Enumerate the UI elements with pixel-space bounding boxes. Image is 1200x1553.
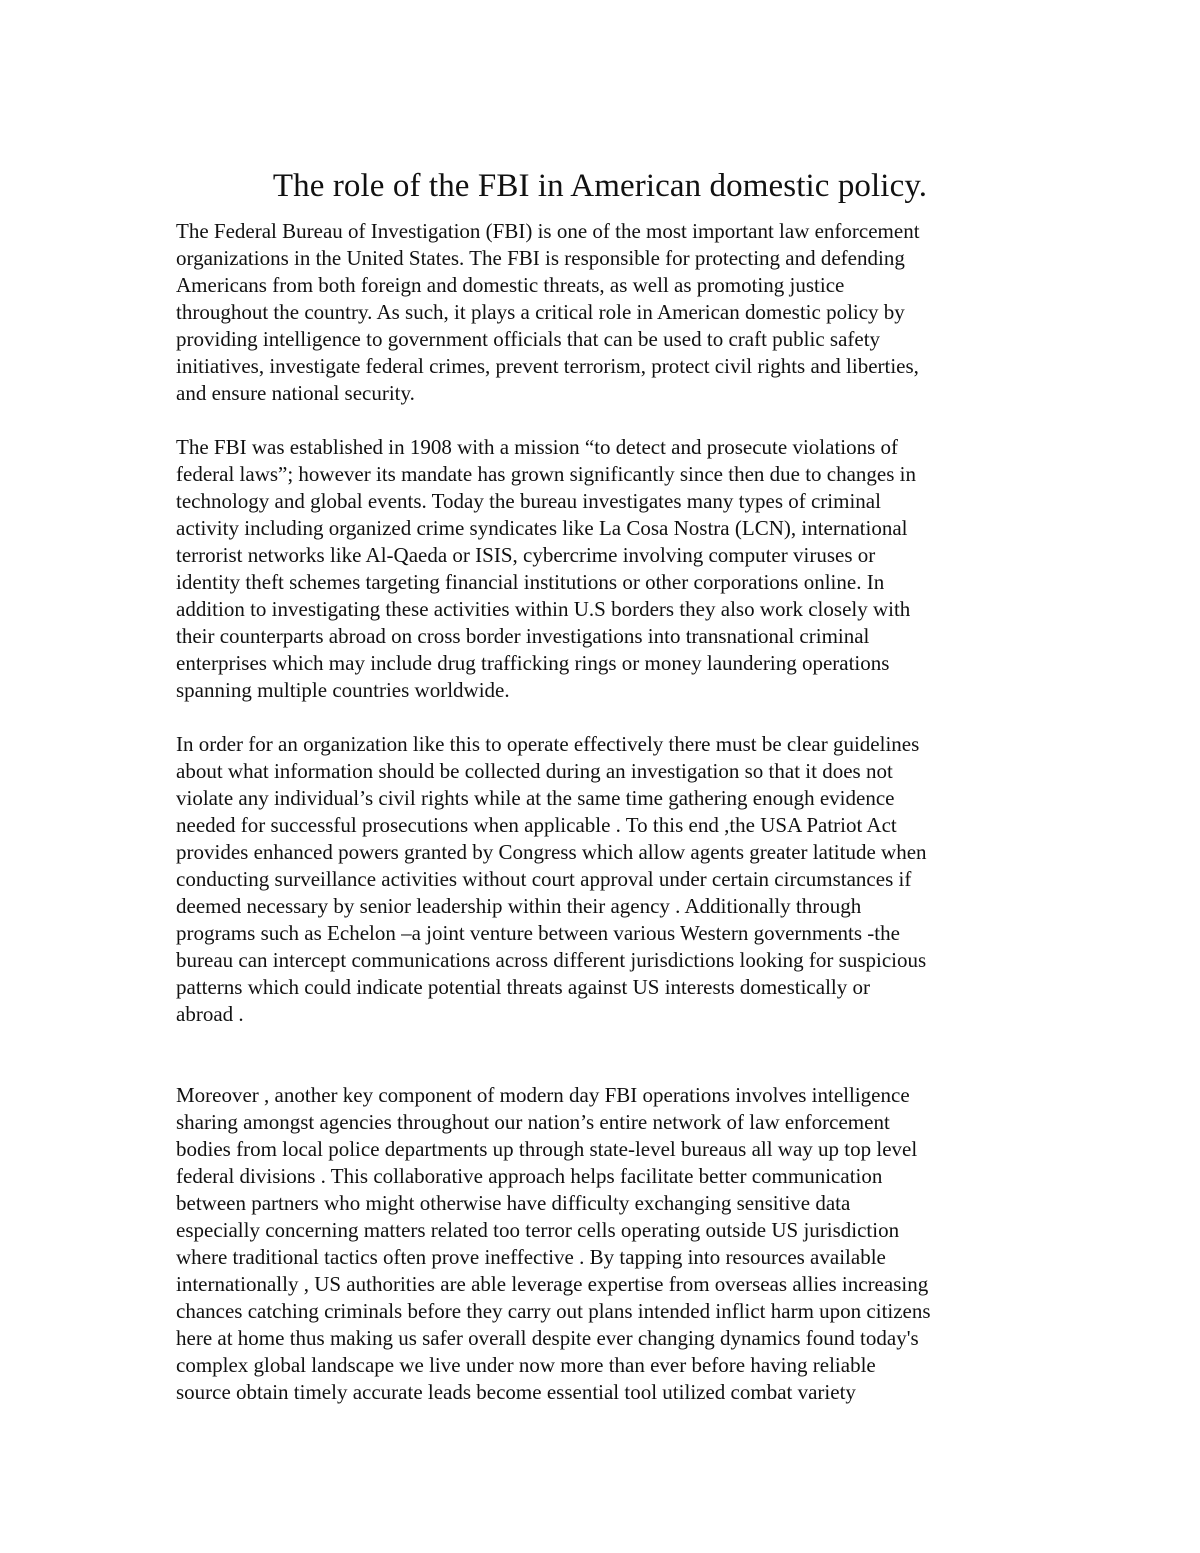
text-line: provides enhanced powers granted by Congress which allow agents greater latitude when bbox=[176, 840, 927, 864]
text-line: Americans from both foreign and domestic threats, as well as promoting justice bbox=[176, 273, 845, 297]
text-line: abroad . bbox=[176, 1002, 244, 1026]
text-line: about what information should be collected during an investigation so that it does not bbox=[176, 759, 893, 783]
document-body bbox=[176, 218, 1036, 1406]
text-line: source obtain timely accurate leads become essential tool utilized combat variety bbox=[176, 1380, 856, 1404]
paragraph-spacer bbox=[176, 1028, 1036, 1082]
text-line: complex global landscape we live under now more than ever before having reliable bbox=[176, 1353, 876, 1377]
text-line: programs such as Echelon –a joint venture between various Western governments -the bbox=[176, 921, 900, 945]
text-line: here at home thus making us safer overall despite ever changing dynamics found today's bbox=[176, 1326, 919, 1350]
text-line: sharing amongst agencies throughout our nation’s entire network of law enforcement bbox=[176, 1110, 890, 1134]
text-line: initiatives, investigate federal crimes, prevent terrorism, protect civil rights and liberties, bbox=[176, 354, 919, 378]
text-line: providing intelligence to government officials that can be used to craft public safety bbox=[176, 327, 881, 351]
text-line: bureau can intercept communications across different jurisdictions looking for suspicious bbox=[176, 948, 927, 972]
text-line: federal divisions . This collaborative approach helps facilitate better communication bbox=[176, 1164, 883, 1188]
paragraph-4 bbox=[176, 1082, 1036, 1406]
text-line: especially concerning matters related too terror cells operating outside US jurisdiction bbox=[176, 1218, 900, 1242]
text-line: Moreover , another key component of modern day FBI operations involves intelligence bbox=[176, 1083, 910, 1107]
text-line: patterns which could indicate potential threats against US interests domestically or bbox=[176, 975, 870, 999]
text-line: In order for an organization like this to operate effectively there must be clear guidelines bbox=[176, 732, 920, 756]
text-line: spanning multiple countries worldwide. bbox=[176, 678, 510, 702]
text-line: conducting surveillance activities without court approval under certain circumstances if bbox=[176, 867, 912, 891]
text-line: between partners who might otherwise have difficulty exchanging sensitive data bbox=[176, 1191, 851, 1215]
text-line: and ensure national security. bbox=[176, 381, 415, 405]
text-line: technology and global events. Today the bureau investigates many types of criminal bbox=[176, 489, 881, 513]
text-line: organizations in the United States. The FBI is responsible for protecting and defending bbox=[176, 246, 905, 270]
text-line: The Federal Bureau of Investigation (FBI) is one of the most important law enforcement bbox=[176, 219, 920, 243]
text-line: federal laws”; however its mandate has grown significantly since then due to changes in bbox=[176, 462, 917, 486]
text-line: activity including organized crime syndicates like La Cosa Nostra (LCN), international bbox=[176, 516, 908, 540]
text-line: throughout the country. As such, it plays a critical role in American domestic policy by bbox=[176, 300, 905, 324]
text-line: needed for successful prosecutions when applicable . To this end ,the USA Patriot Act bbox=[176, 813, 897, 837]
text-line: chances catching criminals before they carry out plans intended inflict harm upon citizens bbox=[176, 1299, 931, 1323]
text-line: addition to investigating these activities within U.S borders they also work closely with bbox=[176, 597, 911, 621]
text-line: violate any individual’s civil rights while at the same time gathering enough evidence bbox=[176, 786, 895, 810]
text-line: internationally , US authorities are able leverage expertise from overseas allies increasing bbox=[176, 1272, 929, 1296]
paragraph-3 bbox=[176, 731, 1036, 1028]
text-line: where traditional tactics often prove ineffective . By tapping into resources available bbox=[176, 1245, 886, 1269]
paragraph-2 bbox=[176, 434, 1036, 704]
text-line: deemed necessary by senior leadership within their agency . Additionally through bbox=[176, 894, 862, 918]
text-line: bodies from local police departments up through state-level bureaus all way up top level bbox=[176, 1137, 918, 1161]
document-title: The role of the FBI in American domestic policy. bbox=[272, 168, 928, 204]
text-line: The FBI was established in 1908 with a mission “to detect and prosecute violations of bbox=[176, 435, 899, 459]
text-line: identity theft schemes targeting financial institutions or other corporations online. In bbox=[176, 570, 885, 594]
text-line: terrorist networks like Al-Qaeda or ISIS, cybercrime involving computer viruses or bbox=[176, 543, 876, 567]
paragraph-spacer bbox=[176, 407, 1036, 434]
paragraph-spacer bbox=[176, 704, 1036, 731]
text-line: enterprises which may include drug trafficking rings or money laundering operations bbox=[176, 651, 890, 675]
paragraph-1 bbox=[176, 218, 1036, 407]
text-line: their counterparts abroad on cross border investigations into transnational criminal bbox=[176, 624, 870, 648]
